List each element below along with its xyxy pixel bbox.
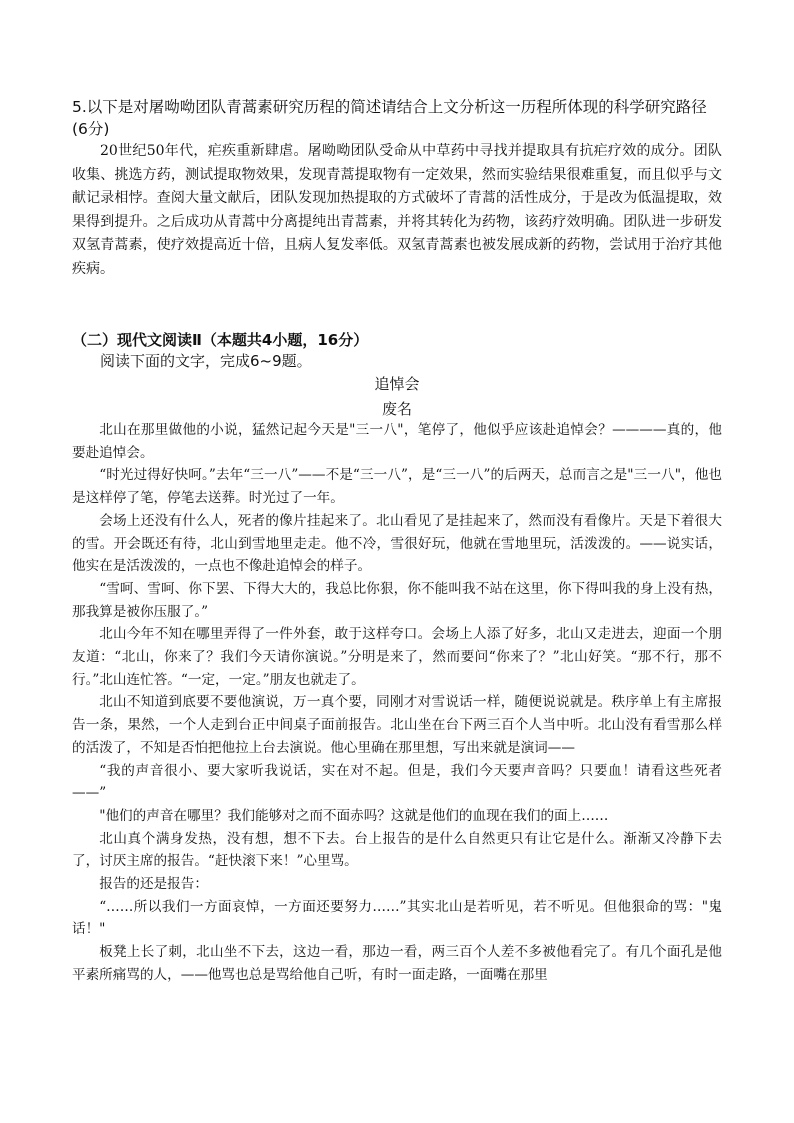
reading-instruction: 阅读下面的文字，完成6~9题。 (100, 352, 312, 370)
story-paragraph: “时光过得好快呵。”去年“三一八”——不是“三一八”，是“三一八”的后两天，总而言之是"三一八"，他也是这样停了笔，停笔去送葬。时光过了一年。 (72, 467, 722, 507)
story-paragraph: 会场上还没有什么人，死者的像片挂起来了。北山看见了是挂起来了，然而没有看像片。天是下着很大的雪。开会既还有待，北山到雪地里走走。他不冷，雪很好玩，他就在雪地里玩，活泼泼的。——说实话，他实在是活泼泼的，一点也不像赴追悼会的样子。 (72, 512, 722, 575)
question-5-prompt: 5.以下是对屠呦呦团队青蒿素研究历程的简述请结合上文分析这一历程所体现的科学研究路径(6分) (72, 98, 707, 138)
story-paragraph: 北山真个满身发热，没有想，想不下去。台上报告的是什么自然更只有让它是什么。渐渐又冷静下去了，讨厌主席的报告。“赶快滚下来！”心里骂。 (72, 830, 722, 870)
story-paragraph: “我的声音很小、要大家听我说话，实在对不起。但是，我们今天要声音吗？只要血！请看这些死者——” (72, 762, 722, 802)
story-paragraph: 北山在那里做他的小说，猛然记起今天是"三一八"，笔停了，他似乎应该赴追悼会？————真的，他要赴追悼会。 (72, 422, 722, 461)
story-paragraph: 板凳上长了刺，北山坐不下去，这边一看，那边一看，两三百个人差不多被他看完了。有几个面孔是他平素所痛骂的人，——他骂也总是骂给他自己听，有时一面走路，一面嘴在那里 (72, 944, 722, 983)
story-paragraph: 北山今年不知在哪里弄得了一件外套，敢于这样夸口。会场上人添了好多，北山又走进去，迎面一个朋友道：“北山，你来了？我们今天请你演说。”分明是来了，然而要问“你来了？”北山好笑。“那不行，那不行。”北山连忙答。“一定，一定。”朋友也就走了。 (72, 626, 722, 688)
story-paragraph: “雪呵、雪呵、你下罢、下得大大的，我总比你狠，你不能叫我不站在这里，你下得叫我的身上没有热，那我算是被你压服了。” (72, 580, 722, 620)
story-paragraph: 北山不知道到底要不要他演说，万一真个要，同刚才对雪说话一样，随便说说就是。秩序单上有主席报告一条，果然，一个人走到台正中间桌子面前报告。北山坐在台下两三百个人当中听。北山没有看雪那么样的活泼了，不知是否怕把他拉上台去演说。他心里确在那里想，写出来就是演词—— (72, 694, 722, 756)
section-heading: （二）现代文阅读Ⅱ（本题共4小题，16分） (72, 331, 369, 349)
question-5-passage: 20世纪50年代，疟疾重新肆虐。屠呦呦团队受命从中草药中寻找并提取具有抗疟疗效的成分。团队收集、挑选方药，测试提取物效果，发现青蒿提取物有一定效果，然而实验结果很难重复，而且似乎与文献记录相悖。查阅大量文献后，团队发现加热提取的方式破坏了青蒿的活性成分，于是改为低温提取，效果得到提升。之后成功从青蒿中分离提纯出青蒿素，并将其转化为药物，该药疗效明确。团队进一步研发双氢青蒿素，使疗效提高近十倍，且病人复发率低。双氢青蒿素也被发展成新的药物，尝试用于治疗其他疾病。 (72, 143, 722, 277)
article-author: 废名 (381, 400, 412, 418)
story-body (72, 419, 722, 987)
story-paragraph: “……所以我们一方面哀悼，一方面还要努力……”其实北山是若听见，若不听见。但他狠命的骂："鬼话！" (72, 898, 722, 938)
article-title: 追悼会 (374, 375, 420, 393)
story-paragraph: 报告的还是报告： (99, 876, 208, 893)
story-paragraph: "他们的声音在哪里？我们能够对之而不面赤吗？这就是他们的血现在我们的面上…… (99, 807, 609, 824)
